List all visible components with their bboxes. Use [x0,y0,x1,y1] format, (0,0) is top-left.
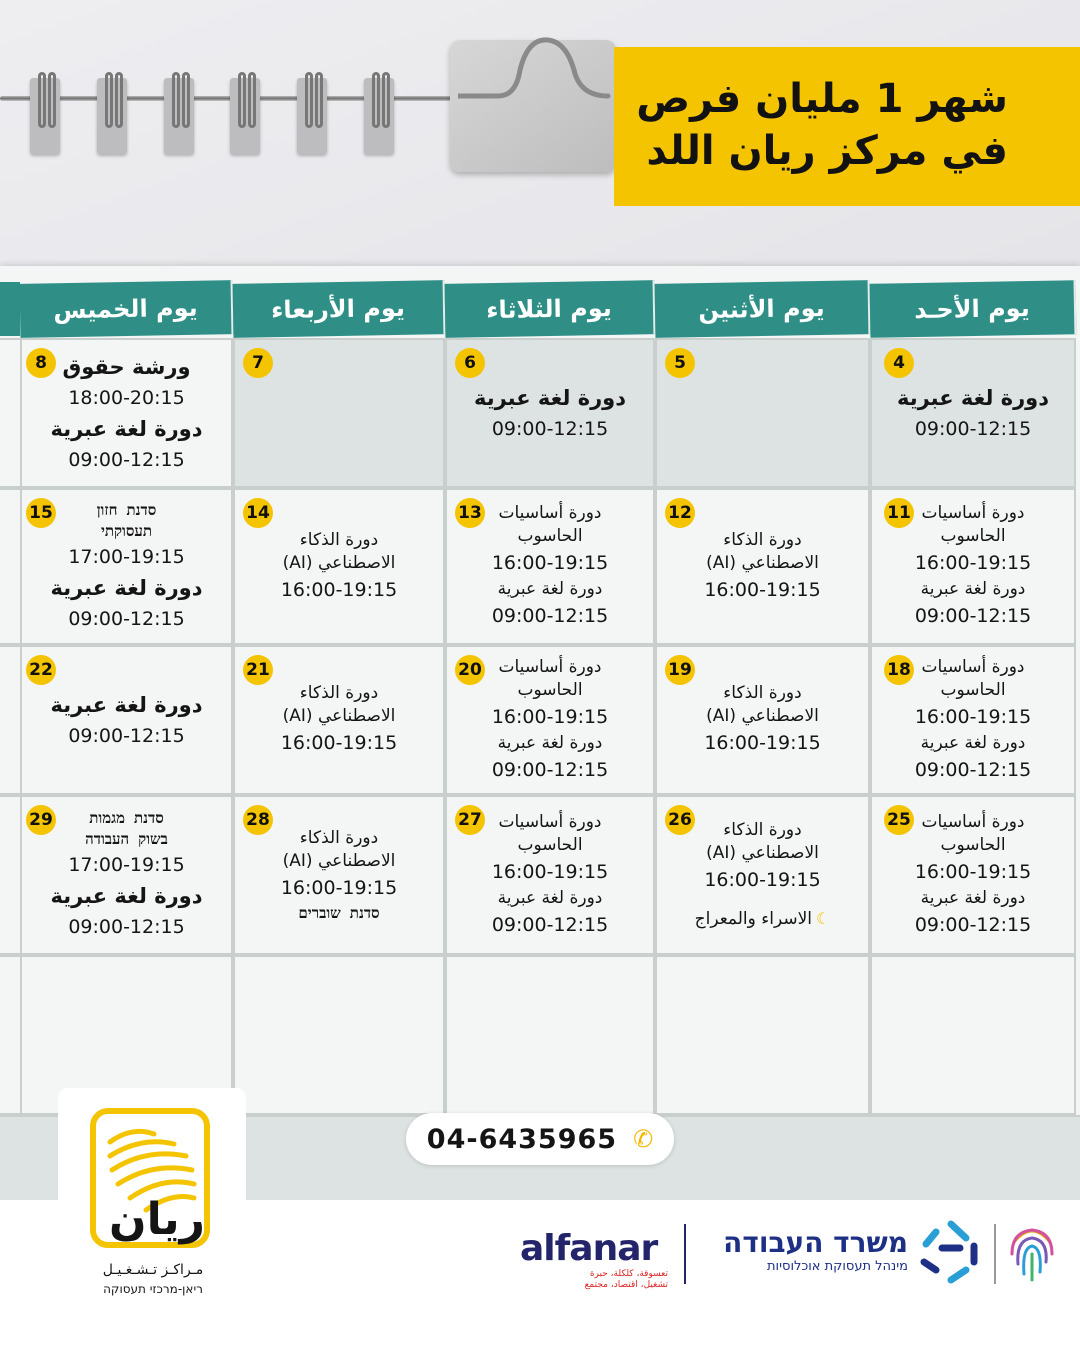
spiral-ring [28,72,58,152]
logo-subtitle-arabic: مـراكـز تـشـغـيـل [102,1262,204,1278]
weekday-header: يوم الأثنين [655,280,871,338]
alfanar-tagline-2: تشغيل، اقتصاد، مجتمع [584,1280,668,1290]
alfanar-logo [520,1228,668,1291]
event-title: الحاسوب [940,834,1006,855]
weekday-header: يوم الخميس [20,280,234,338]
day-cell [233,488,445,645]
spiral-ring [228,72,258,152]
day-number-badge: 11 [884,498,914,528]
event-holiday [695,907,831,931]
partial-cell [0,955,22,1115]
event-title: دورة لغة عبرية [50,575,203,600]
event-title: الحاسوب [940,679,1006,700]
event-time: 16:00-19:15 [280,876,398,899]
day-number-badge: 6 [455,348,485,378]
day-cell [870,338,1076,488]
day-number-badge: 13 [455,498,485,528]
day-number-badge: 15 [26,498,56,528]
empty-cell [445,955,655,1115]
day-cell [233,795,445,955]
event-title: دورة لغة عبرية [920,732,1026,753]
event-time: 09:00-12:15 [68,449,185,471]
event-title: دورة الذكاء [723,529,802,550]
day-number-badge: 7 [243,348,273,378]
day-cell [655,795,870,955]
empty-cell [655,955,870,1115]
day-number-badge: 26 [665,805,695,835]
event-time: 09:00-12:15 [491,605,609,627]
event-title: בשוק העבודה [85,830,168,848]
title-banner [614,47,1080,206]
day-number-badge: 14 [243,498,273,528]
binder-clip-wire [458,30,618,110]
event-title: دورة أساسيات [921,656,1025,677]
event-title: دورة أساسيات [921,503,1025,523]
event-title: دورة لغة عبرية [50,693,203,717]
ministry-subtitle: מינהל תעסוקת אוכלוסיות [767,1259,908,1274]
day-number-badge: 19 [665,655,695,685]
partial-cell [0,645,22,795]
weekday-header: يوم الثلاثاء [445,280,656,338]
event-title: الحاسوب [517,834,583,855]
event-time: 09:00-12:15 [491,758,609,781]
crescent-moon-icon: ☾ [816,909,831,928]
event-title: الاصطناعي (AI) [282,706,396,726]
day-cell [20,338,233,488]
event-time: 16:00-19:15 [914,552,1032,574]
event-title: دورة أساسيات [498,503,602,523]
day-cell [233,645,445,795]
event-title: الحاسوب [517,526,583,546]
day-cell [20,645,233,795]
day-cell [870,645,1076,795]
event-time: 16:00-19:15 [491,860,609,883]
ministry-title: משרד העבודה [723,1226,908,1259]
event-title: دورة لغة عبرية [50,417,203,441]
event-title: دورة لغة عبرية [920,887,1026,908]
event-title: الحاسوب [940,526,1006,546]
event-time: 16:00-19:15 [704,578,821,601]
day-number-badge: 20 [455,655,485,685]
rayan-logo [58,1088,246,1310]
day-number-badge: 12 [665,498,695,528]
event-time: 09:00-12:15 [914,605,1032,627]
day-cell [870,795,1076,955]
event-title: תעסוקתי [100,521,153,540]
event-title: دورة أساسيات [921,811,1025,832]
event-title: دورة لغة عبرية [497,732,603,753]
partial-cell [0,338,22,488]
day-number-badge: 5 [665,348,695,378]
day-number-badge: 28 [243,805,273,835]
weekday-header: يوم الأربعاء [233,280,446,338]
event-title: دورة الذكاء [299,683,379,703]
spiral-ring [162,72,192,152]
ministry-star-icon [916,1218,986,1284]
event-time: 09:00-12:15 [491,418,609,440]
partial-cell [0,795,22,955]
event-title: دورة أساسيات [498,656,602,677]
event-time: 09:00-12:15 [914,758,1032,781]
event-time: 09:00-12:15 [68,725,185,747]
day-number-badge: 29 [26,805,56,835]
footer-divider-2 [994,1224,996,1284]
event-time: 16:00-19:15 [914,860,1032,883]
ministry-logo [698,1226,908,1274]
day-cell [655,645,870,795]
day-number-badge: 18 [884,655,914,685]
event-time: 09:00-12:15 [914,913,1032,936]
event-time: 09:00-12:15 [68,607,185,630]
event-title: دورة الذكاء [723,820,802,840]
fingerprint-icon [1006,1218,1058,1284]
day-number-badge: 4 [884,348,914,378]
event-time: 16:00-19:15 [280,578,398,601]
event-time: 16:00-19:15 [491,552,609,574]
event-title: دورة لغة عبرية [897,386,1050,410]
event-title: الاصطناعي (AI) [706,706,819,726]
alfanar-wordmark: alfanar [520,1228,658,1269]
event-title: دورة الذكاء [299,529,379,550]
weekday-header: يوم الأحـد [870,280,1077,338]
spiral-ring [95,72,125,152]
event-title: دورة لغة عبرية [497,887,603,908]
day-cell [20,795,233,955]
day-number-badge: 27 [455,805,485,835]
event-title: סדנת שוברים [298,903,380,922]
event-time: 16:00-19:15 [914,705,1032,728]
event-title: סדנת מגמות [89,809,164,827]
day-number-badge: 22 [26,655,56,685]
event-time: 16:00-19:15 [280,732,398,754]
event-title: סדנת חזון [96,500,157,519]
day-cell [870,488,1076,645]
event-time: 16:00-19:15 [704,869,821,891]
day-number-badge: 8 [26,348,56,378]
day-cell [445,488,655,645]
phone-icon: ✆ [633,1125,654,1153]
event-title: دورة لغة عبرية [474,386,627,410]
event-time: 16:00-19:15 [704,732,821,754]
event-time: 17:00-19:15 [68,854,185,876]
event-time: 09:00-12:15 [914,418,1032,440]
spiral-ring [362,72,392,152]
phone-pill[interactable] [406,1113,674,1165]
event-title: دورة لغة عبرية [50,884,203,908]
event-title: ورشة حقوق [62,355,191,379]
day-cell [20,488,233,645]
title-line-1: شهر 1 مليان فرص [636,76,1008,122]
day-cell [655,338,870,488]
day-number-badge: 25 [884,805,914,835]
day-cell [655,488,870,645]
weekday-header-row [0,282,1080,340]
event-time: 18:00-20:15 [68,387,185,409]
logo-subtitle-hebrew: ריאן-מרכזי תעסוקה [103,1282,203,1296]
event-time: 17:00-19:15 [68,545,185,568]
empty-cell [870,955,1076,1115]
alfanar-tagline-1: تعسوقة، كلكلة، حبرة [589,1269,668,1279]
day-cell [233,338,445,488]
day-number-badge: 21 [243,655,273,685]
footer-divider [684,1224,686,1284]
phone-number: 04-6435965 [426,1123,618,1155]
event-time: 09:00-12:15 [491,913,609,936]
partial-cell [0,488,22,645]
event-time: 16:00-19:15 [491,705,609,728]
event-title: الاصطناعي (AI) [706,552,819,573]
event-holiday-label: الاسراء والمعراج [694,909,813,929]
day-cell [445,645,655,795]
event-title: دورة لغة عبرية [497,579,603,599]
spiral-ring [295,72,325,152]
event-title: دورة الذكاء [299,827,379,848]
event-title: الاصطناعي (AI) [282,850,396,871]
logo-name: ريان [109,1194,205,1245]
event-title: دورة الذكاء [723,683,802,703]
event-title: دورة أساسيات [498,811,602,832]
event-title: الاصطناعي (AI) [706,843,819,863]
day-cell [445,795,655,955]
event-title: الاصطناعي (AI) [282,552,396,573]
title-line-2: في مركز ريان اللد [646,128,1008,174]
empty-cell [233,955,445,1115]
event-title: دورة لغة عبرية [920,579,1026,599]
event-time: 09:00-12:15 [68,916,185,938]
event-title: الحاسوب [517,679,583,700]
day-cell [445,338,655,488]
